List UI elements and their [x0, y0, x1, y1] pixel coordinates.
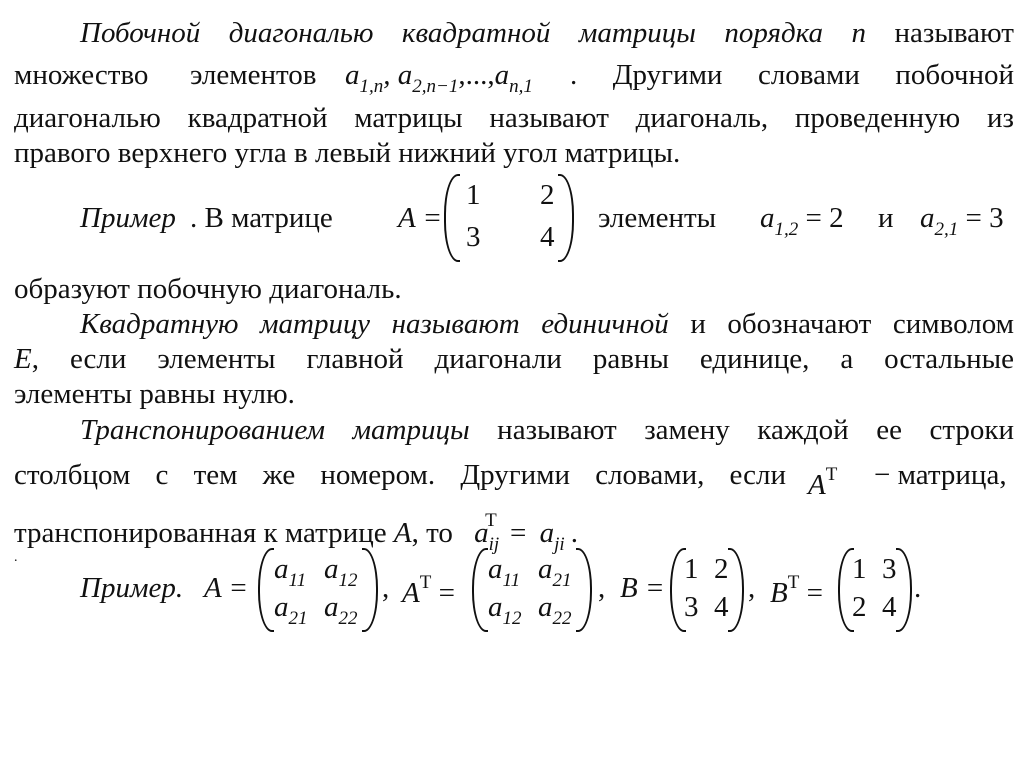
ex1-text: . В матрице — [190, 202, 333, 234]
p1-line3: диагональю квадратной матрицы называют диагональ, проведенную из — [14, 102, 1014, 134]
ex2-b-cell: 4 — [714, 591, 729, 623]
p3-term: Транспонированием матрицы — [80, 414, 470, 446]
p1-mnozhestvo: множество — [14, 59, 149, 91]
ex2-at-cell: $a_{21}$ — [538, 553, 572, 591]
p1-sequence: $a_{1,n}$, $a_{2,n-1},...,a_{n,1}$ — [345, 59, 533, 97]
left-paren — [444, 174, 460, 262]
left-paren — [258, 548, 274, 632]
document-page: Побочной диагональю квадратной матрицы порядка n называют множество элементов $a_{1,n}$, $a_{2,n-1},...,a_{n,1}$ . Другими словами побочной диагональю квадратной матрицы называют диагональ, проведенную из правого верхнего угла в левый нижний угол матрицы. Пример . В матрице A = 1 2 3 4 элементы $a_{1,2} = 2$ и $a_{2,1} = 3$ образуют побочную диагональ. Квадратную матрицу называют единичной и обозначают символом E, если элементы главной диагонали равны единице, а остальные элементы равны нулю. Транспонированием матрицы называют замену каждой ее строки столбцом с тем же номером. Другими словами, если $A^T$ − матрица, транспонированная к матрице A, то $a_{ij}^T = a_{ji}$ . . Пример. A = $a_{11}$ $a_{12}$ $a_{21}$ $a_{22}$ , $A^T$ = $a_{11}$ $a_{21}$ $a_{12}$ $a_{22}$ , B = 1 2 3 4 , $B^T$ = 1 3 2 4 . — [0, 0, 1024, 767]
ex2-bt: $B^T$ = — [770, 572, 823, 609]
ex1-matrix — [444, 174, 574, 258]
p2-rest: и обозначают символом — [668, 308, 1014, 340]
ex2-end: . — [914, 572, 922, 604]
ex2-comma: , — [748, 572, 756, 604]
ex2-b-eq: B = — [620, 572, 665, 604]
ex2-a-cell: $a_{22}$ — [324, 591, 358, 629]
p2-term: Квадратную матрицу называют единичной — [80, 308, 669, 340]
ex2-b-cell: 3 — [684, 591, 699, 623]
stray-mark: . — [14, 550, 18, 565]
ex2-at-cell: $a_{22}$ — [538, 591, 572, 629]
right-paren — [362, 548, 378, 632]
ex2-bt-cell: 4 — [882, 591, 897, 623]
p1-elementov: элементов — [190, 59, 317, 91]
ex1-elementy: элементы — [598, 202, 717, 234]
ex1-a12: $a_{1,2} = 2$ — [760, 202, 844, 240]
right-paren — [896, 548, 912, 632]
ex1-label: Пример — [80, 202, 176, 234]
ex2-comma: , — [382, 572, 390, 604]
ex2-label: Пример. — [80, 572, 184, 604]
ex2-bt-cell: 2 — [852, 591, 867, 623]
ex1-a-eq: A = — [398, 202, 443, 234]
ex2-a-cell: $a_{12}$ — [324, 553, 358, 591]
right-paren — [558, 174, 574, 262]
ex2-a-eq: A = — [204, 572, 249, 604]
ex1-cell: 4 — [540, 221, 555, 253]
right-paren — [576, 548, 592, 632]
ex1-cell: 1 — [466, 179, 481, 211]
ex2-at: $A^T$ = — [402, 572, 455, 609]
p1-line2-tail: . Другими словами побочной — [570, 59, 1014, 91]
ex2-bt-cell: 3 — [882, 553, 897, 585]
p1-term: Побочной диагональю квадратной матрицы порядка n — [80, 17, 867, 49]
right-paren — [728, 548, 744, 632]
p2-line3: элементы равны нулю. — [14, 378, 295, 410]
ex2-comma: , — [598, 572, 606, 604]
ex1-a21: $a_{2,1} = 3$ — [920, 202, 1004, 240]
ex2-b-cell: 1 — [684, 553, 699, 585]
ex2-bt-cell: 1 — [852, 553, 867, 585]
ex1-i: и — [878, 202, 894, 234]
ex2-matrix-b — [670, 548, 744, 628]
ex2-at-cell: $a_{12}$ — [488, 591, 522, 629]
ex1-line2: образуют побочную диагональ. — [14, 273, 402, 305]
ex2-a-cell: $a_{11}$ — [274, 553, 307, 591]
p1-line4: правого верхнего угла в левый нижний угол матрицы. — [14, 137, 681, 169]
ex2-b-cell: 2 — [714, 553, 729, 585]
left-paren — [472, 548, 488, 632]
p1-line1 — [14, 16, 1014, 50]
p2-line2: E, если элементы главной диагонали равны единице, а остальные — [14, 343, 1014, 375]
ex1-cell: 2 — [540, 179, 555, 211]
p2-line1 — [14, 307, 1014, 341]
ex2-matrix-bt — [838, 548, 912, 628]
ex2-a-cell: $a_{21}$ — [274, 591, 308, 629]
ex2-matrix-at — [472, 548, 592, 628]
p3-line3: транспонированная к матрице A, то $a_{ij}^T = a_{ji}$ . — [14, 510, 578, 555]
ex2-matrix-a — [258, 548, 378, 628]
ex2-at-cell: $a_{11}$ — [488, 553, 521, 591]
p3-line1: Транспонированием матрицы называют замену каждой ее строки — [80, 414, 1014, 446]
ex1-cell: 3 — [466, 221, 481, 253]
p1-nazyvayut: называют — [894, 17, 1014, 49]
